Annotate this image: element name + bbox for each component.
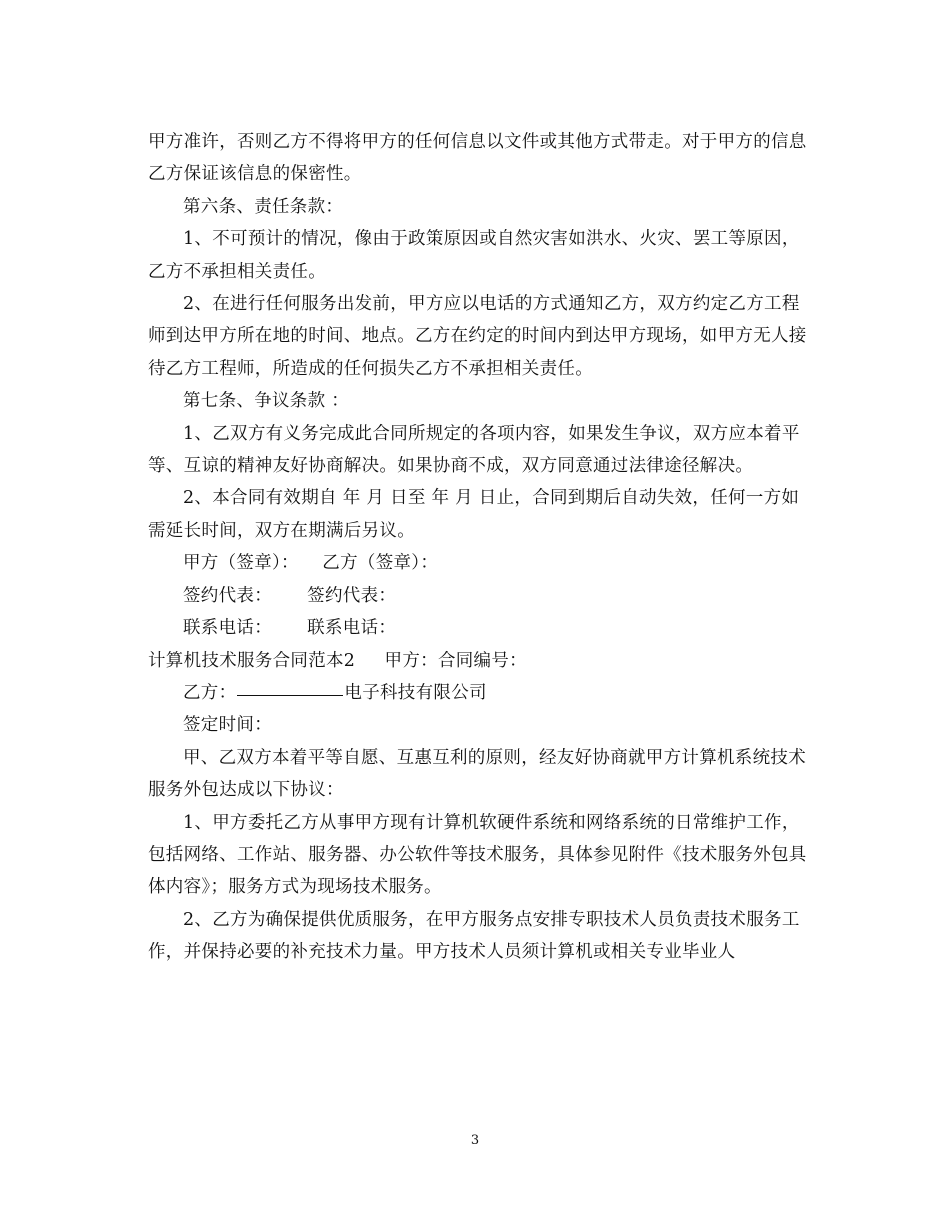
party-b-prefix: 乙方：	[183, 682, 237, 703]
page-number: 3	[470, 1133, 480, 1148]
contract-template-title: 计算机技术服务合同范本2 甲方：合同编号：	[148, 650, 527, 671]
paragraph-service-notice: 2、在进行任何服务出发前，甲方应以电话的方式通知乙方，双方约定乙方工程师到达甲方所在地的时间、地点。乙方在约定的时间内到达甲方现场，如甲方无人接待乙方工程师，所造成的任何损失乙方不承担相关责任。	[148, 294, 807, 379]
paragraph-staffing: 2、乙方为确保提供优质服务，在甲方服务点安排专职技术人员负责技术服务工作，并保持必要的补充技术力量。甲方技术人员须计算机或相关专业毕业人	[148, 909, 800, 963]
party-b-line	[148, 677, 808, 709]
phone-line: 联系电话： 联系电话：	[183, 618, 397, 639]
heading-article-7: 第七条、争议条款 ：	[183, 391, 350, 412]
paragraph-force-majeure: 1、不可预计的情况，像由于政策原因或自然灾害如洪水、火灾、罢工等原因，乙方不承担相关责任。	[148, 229, 800, 282]
signing-date-line: 签定时间：	[183, 715, 272, 736]
heading-article-6: 第六条、责任条款：	[183, 196, 344, 217]
paragraph-service-scope: 1、甲方委托乙方从事甲方现有计算机软硬件系统和网络系统的日常维护工作，包括网络、工作站、服务器、办公软件等技术服务，具体参见附件《技术服务外包具体内容》；服务方式为现场技术服务。	[148, 812, 807, 898]
paragraph-dispute: 1、乙双方有义务完成此合同所规定的各项内容，如果发生争议，双方应本着平等、互谅的精神友好协商解决。如果协商不成，双方同意通过法律途径解决。	[148, 423, 800, 477]
representative-line: 签约代表： 签约代表：	[183, 585, 397, 606]
paragraph-validity: 2、本合同有效期自 年 月 日至 年 月 日止，合同到期后自动失效，任何一方如需延长时间，双方在期满后另议。	[148, 488, 800, 541]
party-b-blank	[237, 694, 343, 696]
paragraph-agreement-intro: 甲、乙双方本着平等自愿、互惠互利的原则，经友好协商就甲方计算机系统技术服务外包达成以下协议：	[148, 747, 806, 801]
signature-line: 甲方（签章）： 乙方（签章）：	[183, 553, 439, 574]
party-b-company: 电子科技有限公司	[344, 682, 487, 703]
paragraph-confidentiality: 甲方准许，否则乙方不得将甲方的任何信息以文件或其他方式带走。对于甲方的信息乙方保证该信息的保密性。	[148, 132, 807, 185]
document-body	[148, 126, 808, 969]
